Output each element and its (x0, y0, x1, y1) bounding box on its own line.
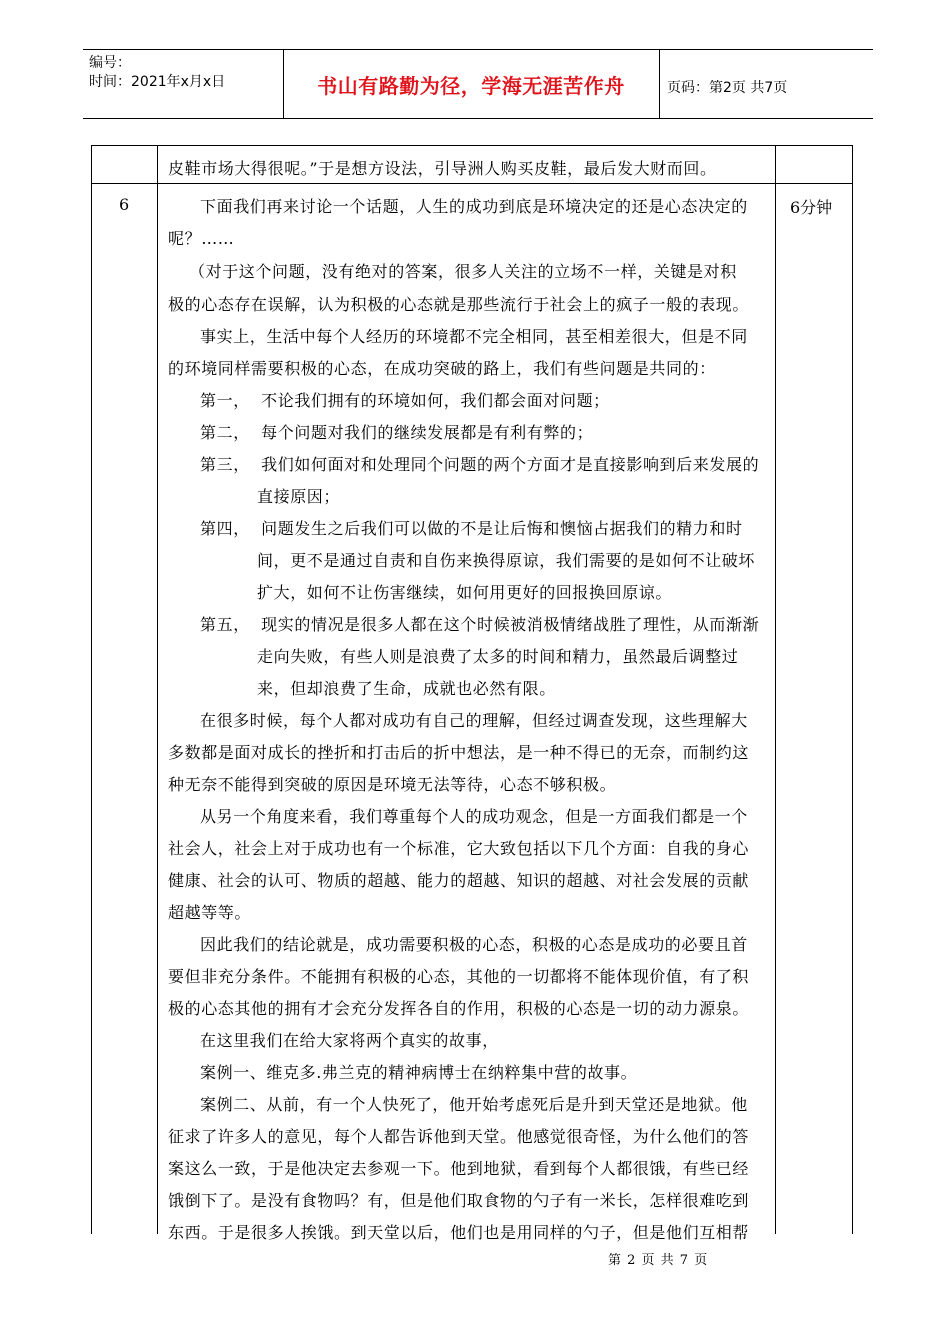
header-page-label: 页码：第2页 共7页 (667, 80, 788, 96)
content-line: 极的心态其他的拥有才会充分发挥各自的作用，积极的心态是一切的动力源泉。 (168, 999, 750, 1018)
content-line: 超越等等。 (168, 903, 252, 922)
content-line: 种无奈不能得到突破的原因是环境无法等待，心态不够积极。 (168, 775, 617, 794)
header-divider (659, 50, 660, 118)
content-line: 要但非充分条件。不能拥有积极的心态，其他的一切都将不能体现价值，有了积 (168, 967, 750, 986)
content-line: 第五， 现实的情况是很多人都在这个时候被消极情绪战胜了理性，从而渐渐 (200, 615, 760, 634)
content-line: 饿倒下了。是没有食物吗？有，但是他们取食物的勺子有一米长，怎样很难吃到 (168, 1191, 750, 1210)
table-row-continued-text: 皮鞋市场大得很呢。”于是想方设法，引导洲人购买皮鞋，最后发大财而回。 (168, 159, 717, 178)
table-column-divider (775, 146, 776, 1234)
content-line: 间，更不是通过自责和自伤来换得原谅，我们需要的是如何不让破坏 (257, 551, 756, 570)
content-line: 极的心态存在误解，认为积极的心态就是那些流行于社会上的疯子一般的表现。 (168, 295, 750, 314)
content-line: 案例一、维克多.弗兰克的精神病博士在纳粹集中营的故事。 (200, 1063, 638, 1082)
content-line: 的环境同样需要积极的心态，在成功突破的路上，我们有些问题是共同的： (168, 359, 716, 378)
content-line: 下面我们再来讨论一个话题，人生的成功到底是环境决定的还是心态决定的 (200, 197, 748, 216)
page-footer: 第 2 页 共 7 页 (608, 1253, 709, 1268)
content-line: 第四， 问题发生之后我们可以做的不是让后悔和懊恼占据我们的精力和时 (200, 519, 743, 538)
content-line: 因此我们的结论就是，成功需要积极的心态，积极的心态是成功的必要且首 (200, 935, 748, 954)
content-line: 呢？…… (168, 229, 235, 248)
content-line: 东西。于是很多人挨饿。到天堂以后，他们也是用同样的勺子，但是他们互相帮 (168, 1223, 750, 1242)
header-motto: 书山有路勤为径，学海无涯苦作舟 (317, 74, 625, 98)
content-line: 在很多时候，每个人都对成功有自己的理解，但经过调查发现，这些理解大 (200, 711, 748, 730)
content-line: 征求了许多人的意见，每个人都告诉他到天堂。他感觉很奇怪，为什么他们的答 (168, 1127, 750, 1146)
content-line: 第三， 我们如何面对和处理同个问题的两个方面才是直接影响到后来发展的 (200, 455, 760, 474)
content-line: 多数都是面对成长的挫折和打击后的折中想法，是一种不得已的无奈，而制约这 (168, 743, 750, 762)
content-line: 事实上，生活中每个人经历的环境都不完全相同，甚至相差很大，但是不同 (200, 327, 748, 346)
content-line: 从另一个角度来看，我们尊重每个人的成功观念，但是一方面我们都是一个 (200, 807, 748, 826)
header-meta (89, 54, 225, 92)
content-line: 在这里我们在给大家将两个真实的故事， (200, 1031, 499, 1050)
lesson-table (91, 145, 853, 1242)
content-line: 走向失败，有些人则是浪费了太多的时间和精力，虽然最后调整过 (257, 647, 739, 666)
table-column-divider (157, 146, 158, 1234)
table-row-divider (92, 183, 852, 184)
document-date-label: 时间：2021年x月x日 (89, 74, 226, 90)
content-line: 健康、社会的认可、物质的超越、能力的超越、知识的超越、对社会发展的贡献 (168, 871, 750, 890)
page-header (83, 49, 873, 119)
document-number-label: 编号： (89, 55, 131, 71)
content-line: （对于这个问题，没有绝对的答案，很多人关注的立场不一样，关键是对积 (189, 262, 737, 281)
content-line: 第二， 每个问题对我们的继续发展都是有利有弊的； (200, 423, 594, 442)
content-line: 案这么一致，于是他决定去参观一下。他到地狱，看到每个人都很饿，有些已经 (168, 1159, 750, 1178)
content-line: 来，但却浪费了生命，成就也必然有限。 (257, 679, 556, 698)
content-line: 社会人，社会上对于成功也有一个标准，它大致包括以下几个方面：自我的身心 (168, 839, 750, 858)
row-index: 6 (119, 195, 130, 214)
row-duration: 6分钟 (790, 198, 833, 217)
content-line: 扩大，如何不让伤害继续，如何用更好的回报换回原谅。 (257, 583, 673, 602)
content-line: 第一， 不论我们拥有的环境如何，我们都会面对问题； (200, 391, 610, 410)
content-line: 直接原因； (257, 487, 341, 506)
content-line: 案例二、从前，有一个人快死了，他开始考虑死后是升到天堂还是地狱。他 (200, 1095, 748, 1114)
